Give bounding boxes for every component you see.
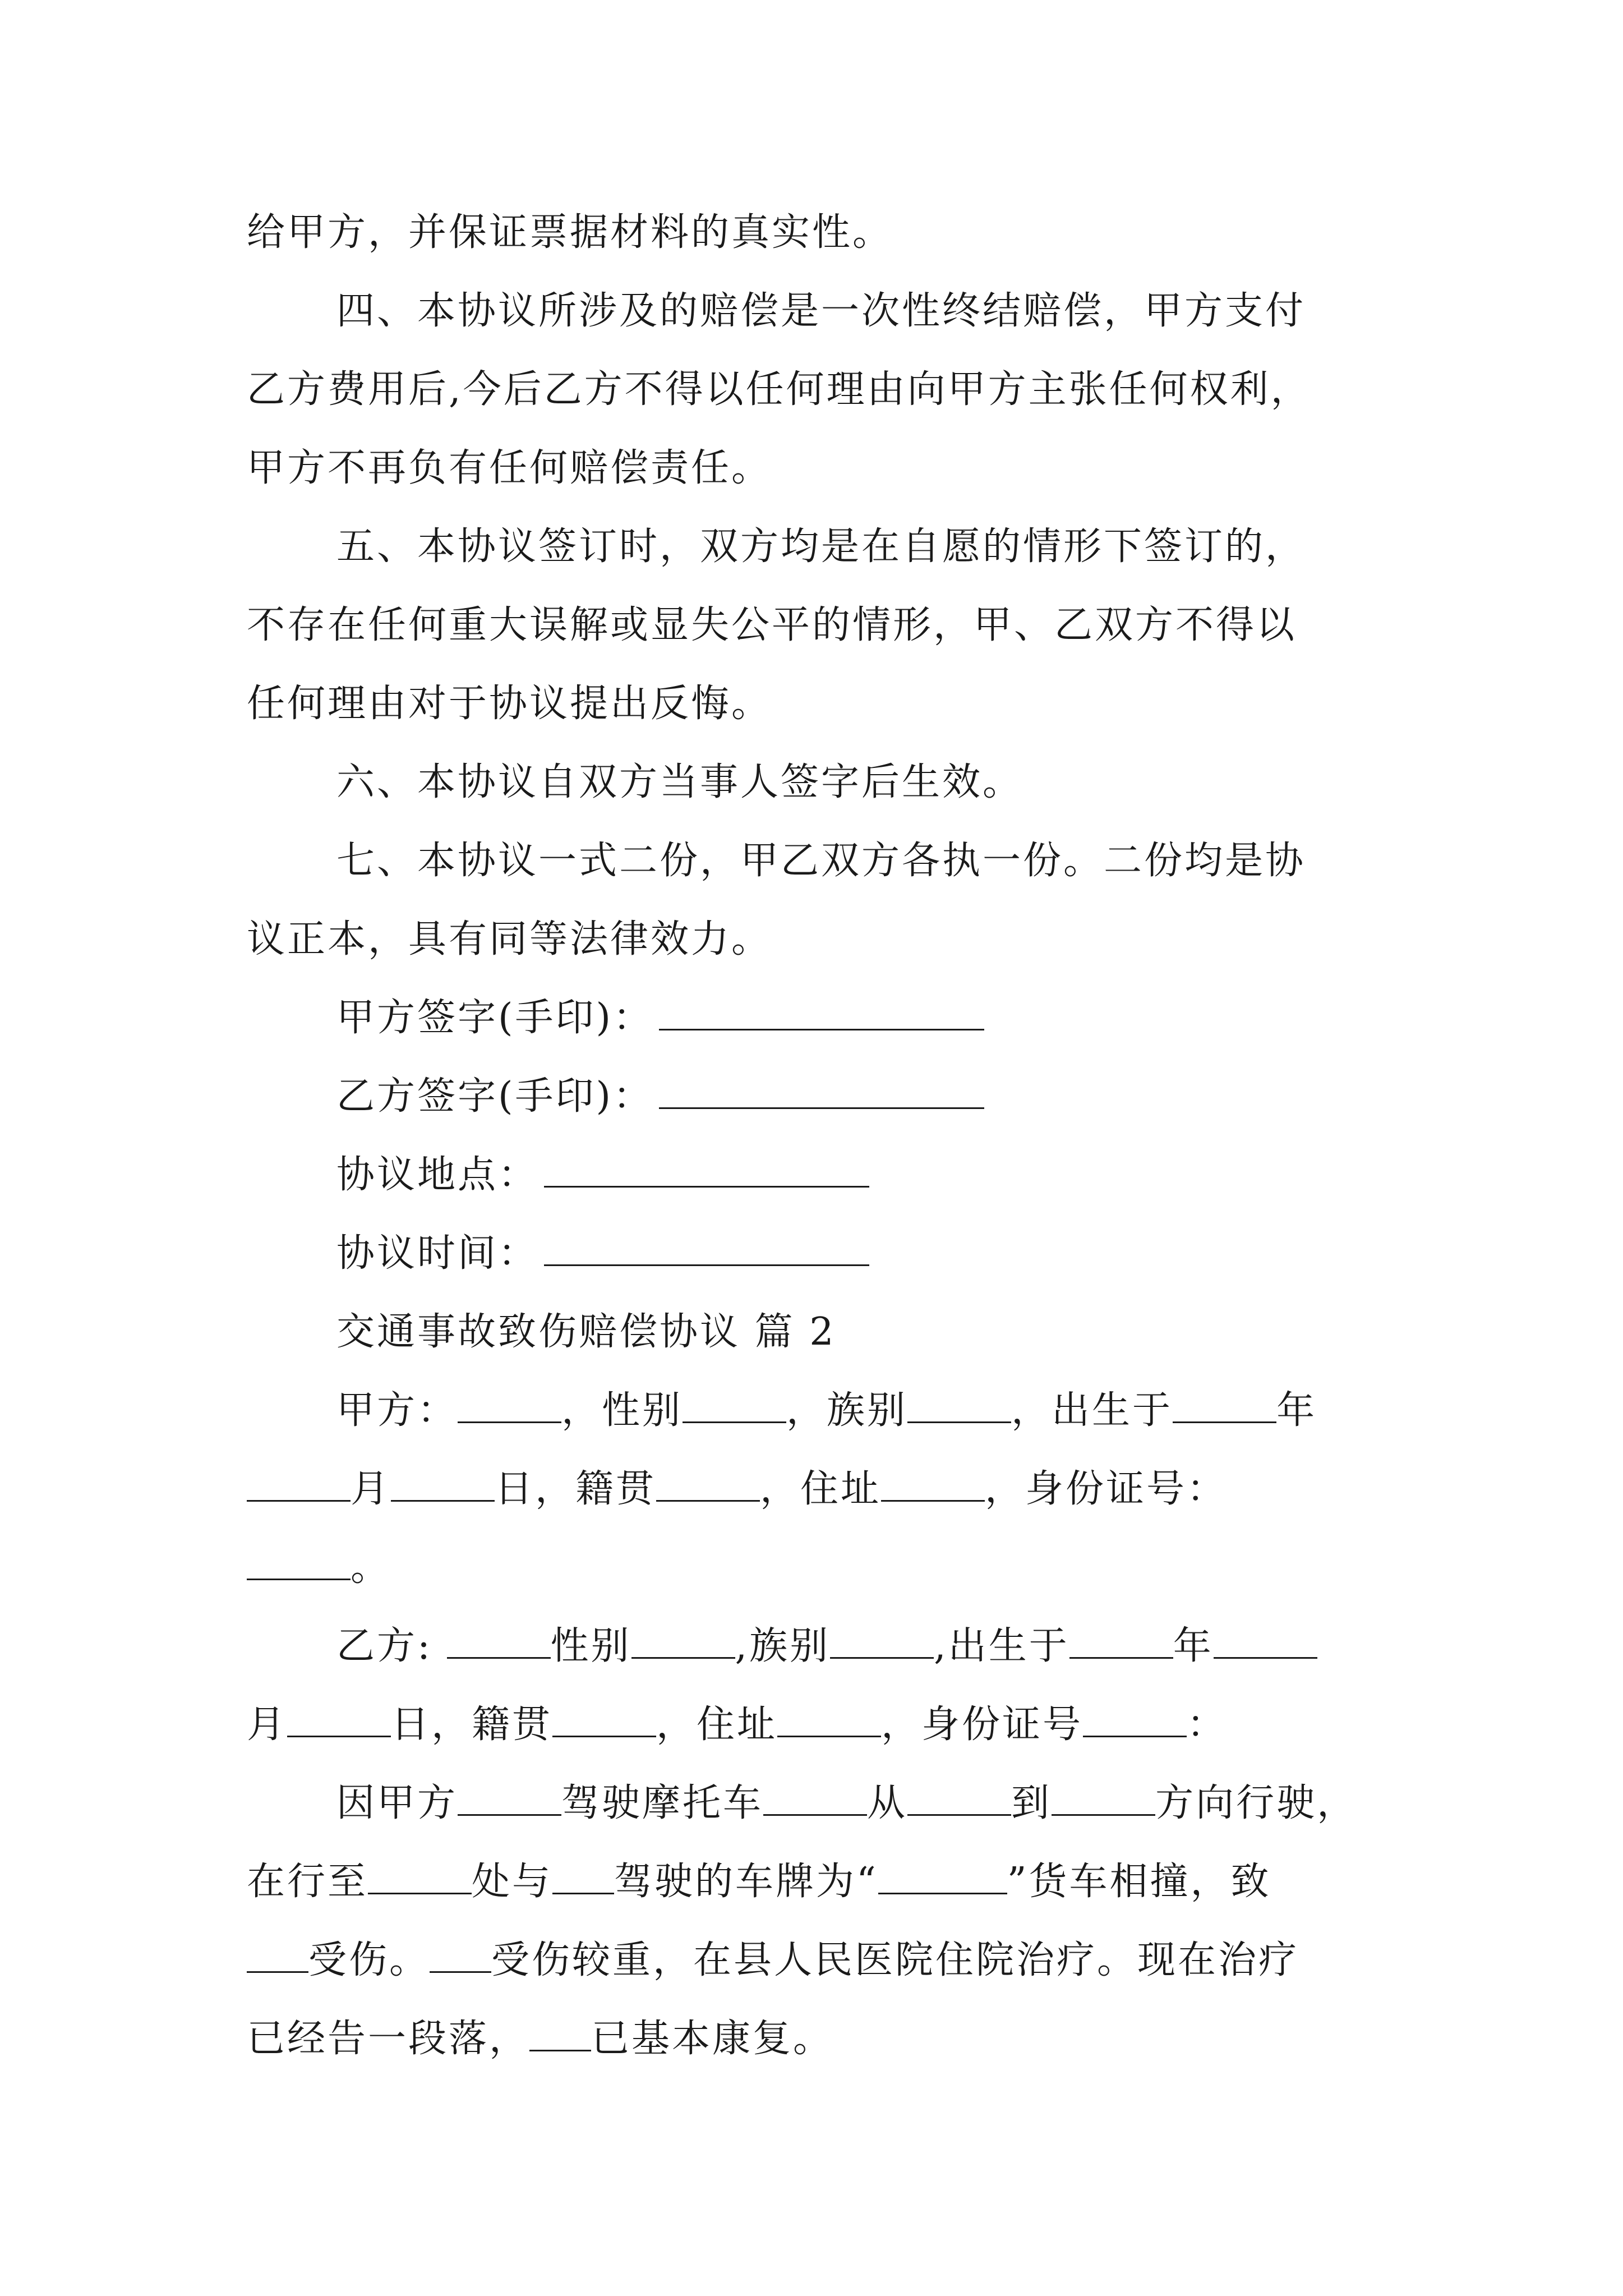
paragraph-line: 七、本协议一式二份，甲乙双方各执一份。二份均是协 <box>336 839 1306 883</box>
blank <box>247 1938 308 1973</box>
paragraph-line: 乙方费用后,今后乙方不得以任何理由向甲方主张任何权利， <box>247 367 1311 412</box>
paragraph-line: 四、本协议所涉及的赔偿是一次性终结赔偿，甲方支付 <box>336 289 1306 333</box>
text: 月 <box>351 1467 391 1511</box>
blank <box>247 1545 351 1580</box>
text: 已经告一段落， <box>247 2017 530 2061</box>
blank <box>878 1859 1007 1894</box>
blank <box>458 1388 561 1423</box>
text: 性别 <box>550 1624 631 1668</box>
blank <box>763 1780 867 1816</box>
blank <box>907 1780 1011 1816</box>
text: ,族别 <box>735 1624 831 1668</box>
paragraph-line: 议正本，具有同等法律效力。 <box>247 917 772 961</box>
text: ，性别 <box>561 1388 683 1433</box>
blank <box>631 1623 735 1659</box>
agreement-time <box>336 1228 869 1279</box>
text: 年 <box>1276 1388 1317 1433</box>
text: 方向行驶， <box>1155 1781 1358 1825</box>
blank <box>430 1938 491 1973</box>
signature-blank <box>659 996 984 1030</box>
paragraph-line: 甲方不再负有任何赔偿责任。 <box>247 446 772 490</box>
text: 日，籍贯 <box>391 1703 553 1747</box>
paragraph-line: 五、本协议签订时，双方均是在自愿的情形下签订的， <box>336 524 1306 569</box>
blank <box>1052 1780 1155 1816</box>
text: ，住址 <box>656 1703 778 1747</box>
blank <box>1173 1388 1276 1423</box>
text: ，身份证号： <box>985 1467 1228 1511</box>
blank <box>830 1623 934 1659</box>
blank <box>683 1388 786 1423</box>
party-a-line <box>247 1464 1227 1515</box>
blank <box>656 1466 760 1502</box>
blank <box>1069 1623 1173 1659</box>
blank <box>287 1702 391 1737</box>
text: 在行至 <box>247 1860 368 1904</box>
paragraph-line: 给甲方，并保证票据材料的真实性。 <box>247 210 893 255</box>
blank <box>777 1702 881 1737</box>
text: ： <box>1187 1703 1228 1747</box>
text: ,出生于 <box>934 1624 1069 1668</box>
text: ，身份证号 <box>881 1703 1083 1747</box>
blank <box>447 1623 551 1659</box>
text: 到 <box>1011 1781 1052 1825</box>
signature-label: 乙方签字(手印)： <box>336 1074 654 1119</box>
place-blank <box>544 1153 869 1188</box>
blank <box>247 1466 351 1502</box>
section-title: 交通事故致伤赔偿协议 篇 2 <box>336 1310 836 1354</box>
text: 乙方: <box>336 1624 447 1668</box>
text: 受伤较重，在县人民医院住院治疗。现在治疗 <box>491 1938 1299 1982</box>
blank <box>391 1466 495 1502</box>
signature-party-a <box>336 993 984 1043</box>
blank <box>881 1466 985 1502</box>
incident-line <box>247 1857 1271 1907</box>
paragraph-line: 不存在任何重大误解或显失公平的情形，甲、乙双方不得以 <box>247 603 1297 647</box>
text: 年 <box>1173 1624 1214 1668</box>
signature-blank <box>659 1075 984 1109</box>
place-label: 协议地点： <box>336 1153 539 1197</box>
party-a-line <box>336 1386 1317 1436</box>
blank <box>529 2016 591 2051</box>
text: 受伤。 <box>308 1938 430 1982</box>
paragraph-line: 任何理由对于协议提出反悔。 <box>247 682 772 726</box>
text: 已基本康复。 <box>591 2017 834 2061</box>
text: ”货车相撞，致 <box>1007 1860 1271 1904</box>
blank <box>552 1702 656 1737</box>
text: 月 <box>247 1703 288 1747</box>
text: 驾驶摩托车 <box>561 1781 764 1825</box>
text: 驾驶的车牌为“ <box>614 1860 878 1904</box>
text: 。 <box>351 1545 391 1590</box>
text: 甲方： <box>336 1388 458 1433</box>
text: ，出生于 <box>1011 1388 1173 1433</box>
paragraph-line: 六、本协议自双方当事人签字后生效。 <box>336 760 1023 804</box>
blank <box>552 1859 614 1894</box>
text: 处与 <box>472 1860 553 1904</box>
time-blank <box>544 1232 869 1266</box>
party-b-line <box>247 1700 1227 1750</box>
party-a-line <box>247 1543 391 1593</box>
time-label: 协议时间： <box>336 1231 539 1276</box>
signature-party-b <box>336 1071 984 1122</box>
party-b-line <box>336 1621 1317 1672</box>
blank <box>1214 1623 1317 1659</box>
text: 日，籍贯 <box>495 1467 657 1511</box>
text: ，族别 <box>786 1388 908 1433</box>
incident-line <box>247 2014 833 2064</box>
blank <box>1083 1702 1187 1737</box>
blank <box>907 1388 1011 1423</box>
signature-label: 甲方签字(手印)： <box>336 996 654 1040</box>
text: 因甲方 <box>336 1781 458 1825</box>
incident-line <box>336 1778 1357 1829</box>
blank <box>458 1780 561 1816</box>
blank <box>368 1859 472 1894</box>
text: ，住址 <box>760 1467 882 1511</box>
text: 从 <box>867 1781 908 1825</box>
agreement-place <box>336 1150 869 1200</box>
incident-line <box>247 1935 1299 1986</box>
